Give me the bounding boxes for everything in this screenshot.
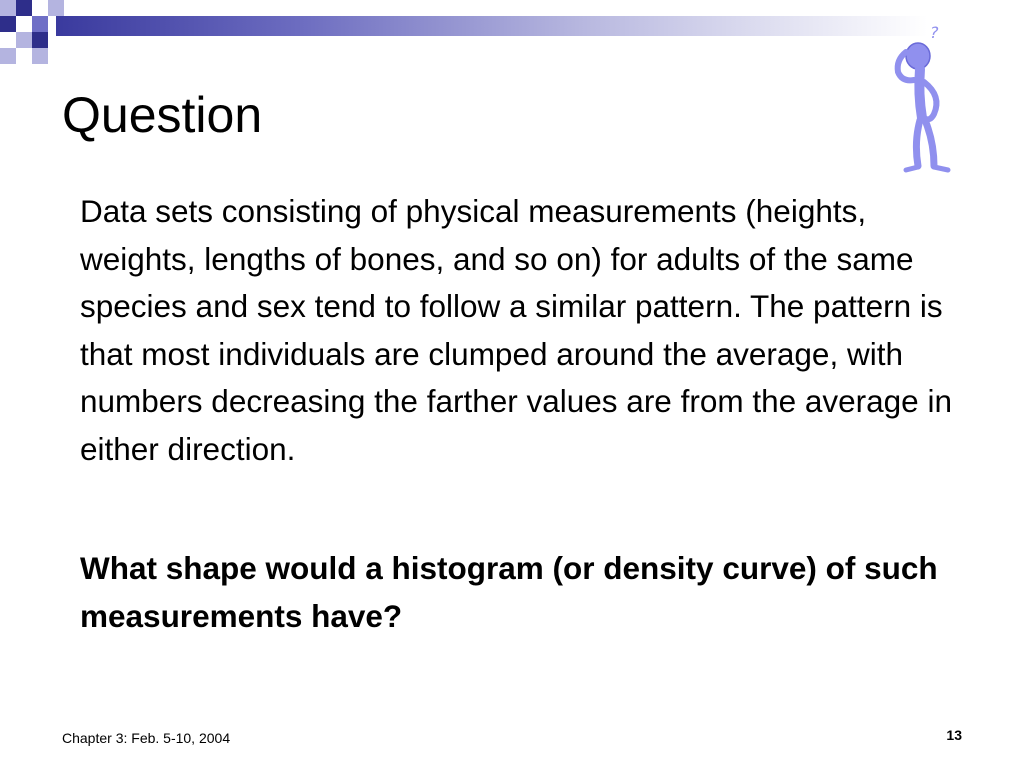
decor-square [48,0,64,16]
header-decoration [0,0,1024,70]
decor-square [0,16,16,32]
question-mark-glyph: ? [930,23,939,42]
decor-square [0,48,16,64]
decor-square [16,32,32,48]
decor-square [32,32,48,48]
slide-title: Question [62,87,263,143]
decor-square [0,0,16,16]
body-paragraph: Data sets consisting of physical measurements (heights, weights, lengths of bones, and so on) for adults of the same species and sex tend to follow a similar pattern. The pattern is that most individuals are clumped around the average, with numbers decreasing the farther values are from the average in either direction. [80,193,952,467]
footer-chapter-label: Chapter 3: Feb. 5-10, 2004 [62,730,231,746]
page-number: 13 [946,727,962,743]
decor-square [32,16,48,32]
decor-square [32,48,48,64]
decor-square [16,0,32,16]
question-paragraph: What shape would a histogram (or density curve) of such measurements have? [80,550,938,634]
confused-stick-figure-icon [878,22,960,176]
